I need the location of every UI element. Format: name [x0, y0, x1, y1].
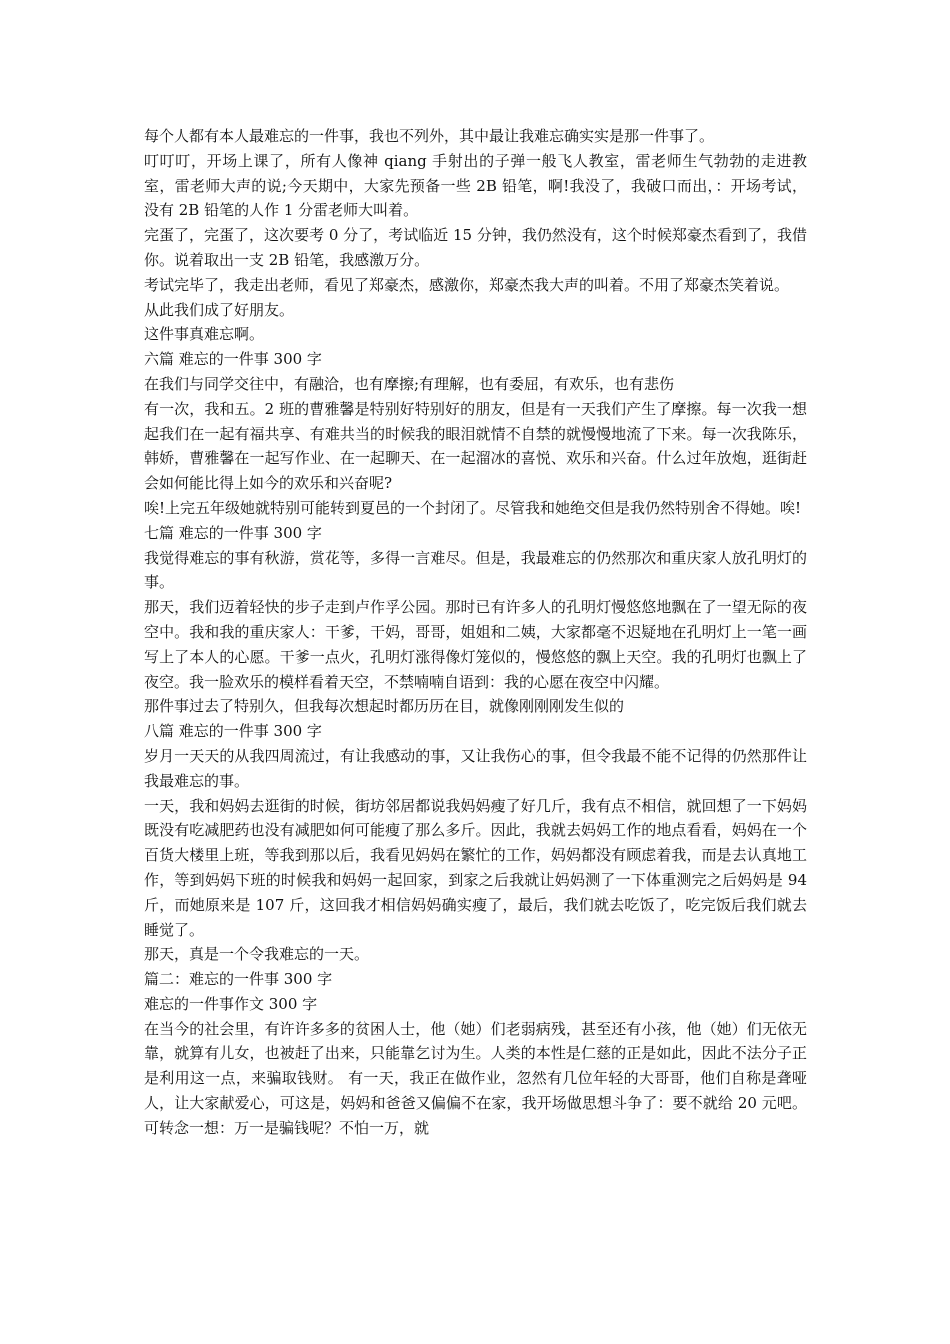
paragraph: 岁月一天天的从我四周流过，有让我感动的事，又让我伤心的事，但令我最不能不记得的仍然那件让我最难忘的事。: [144, 746, 807, 790]
section-heading: 六篇 难忘的一件事 300 字: [144, 350, 322, 369]
paragraph: 那天，我们迈着轻快的步子走到卢作孚公园。那时已有许多人的孔明灯慢悠悠地飘在了一望无际的夜空中。我和我的重庆家人：干爹，干妈，哥哥，姐姐和二姨，大家都毫不迟疑地在孔明灯上一笔一画写上了本人的心愿。干爹一点火，孔明灯涨得像灯笼似的，慢悠悠的飘上天空。我的孔明灯也飘上了夜空。我一脸欢乐的模样看着天空，不禁喃喃自语到：我的心愿在夜空中闪耀。: [144, 598, 807, 691]
paragraph: 从此我们成了好朋友。: [144, 300, 295, 319]
document-page: [144, 124, 807, 1141]
paragraph: 在我们与同学交往中，有融洽，也有摩擦;有理解，也有委屈，有欢乐，也有悲伤: [144, 374, 675, 393]
paragraph: 那件事过去了特别久，但我每次想起时都历历在目，就像刚刚刚发生似的: [144, 697, 625, 716]
paragraph: 每个人都有本人最难忘的一件事，我也不列外，其中最让我难忘确实实是那一件事了。: [144, 127, 715, 145]
paragraph: 叮叮叮，开场上课了，所有人像神 qiang 手射出的子弹一般飞人教室，雷老师生气勃勃的走进教室，雷老师大声的说;今天期中，大家先预备一些 2B 铅笔，啊!我没了，我破口而出，：开场考试，没有 2B 铅笔的人作 1 分雷老师大叫着。: [144, 151, 807, 220]
paragraph: 这件事真难忘啊。: [144, 325, 265, 344]
section-heading: 八篇 难忘的一件事 300 字: [144, 722, 322, 741]
paragraph: 在当今的社会里，有许许多多的贫困人士，他（她）们老弱病残，甚至还有小孩，他（她）们无依无靠，就算有儿女，也被赶了出来，只能靠乞讨为生。人类的本性是仁慈的正是如此，因此不法分子正是利用这一点，来骗取钱财。 有一天，我正在做作业，忽然有几位年轻的大哥哥，他们自称是聋哑人，让大家献爱心，可这是，妈妈和爸爸又偏偏不在家，我开场做思想斗争了：要不就给 20 元吧。可转念一想：万一是骗钱呢？不怕一万，就: [144, 1019, 807, 1137]
paragraph: 一天，我和妈妈去逛街的时候，街坊邻居都说我妈妈瘦了好几斤，我有点不相信，就回想了一下妈妈既没有吃减肥药也没有减肥如何可能瘦了那么多斤。因此，我就去妈妈工作的地点看看，妈妈在一个百货大楼里上班，等我到那以后，我看见妈妈在繁忙的工作，妈妈都没有顾虑着我，而是去认真地工作，等到妈妈下班的时候我和妈妈一起回家，到家之后我就让妈妈测了一下体重测完之后妈妈是 94 斤，而她原来是 107 斤，这回我才相信妈妈确实瘦了，最后，我们就去吃饭了，吃完饭后我们就去睡觉了。: [144, 796, 807, 939]
paragraph: 那天，真是一个令我难忘的一天。: [144, 945, 370, 964]
paragraph: 我觉得难忘的事有秋游，赏花等，多得一言难尽。但是，我最难忘的仍然那次和重庆家人放孔明灯的事。: [144, 548, 807, 592]
paragraph: 考试完毕了，我走出老师，看见了郑豪杰，感激你，郑豪杰我大声的叫着。不用了郑豪杰笑着说。: [144, 275, 790, 294]
paragraph: 有一次，我和五。2 班的曹雅馨是特别好特别好的朋友，但是有一天我们产生了摩擦。每一次我一想起我们在一起有福共享、有难共当的时候我的眼泪就情不自禁的就慢慢地流了下来。每一次我陈乐，韩娇，曹雅馨在一起写作业、在一起聊天、在一起溜冰的喜悦、欢乐和兴奋。什么过年放炮，逛街赶会如何能比得上如今的欢乐和兴奋呢?: [144, 399, 807, 493]
paragraph: 完蛋了，完蛋了，这次要考 0 分了，考试临近 15 分钟，我仍然没有，这个时候郑豪杰看到了，我借你。说着取出一支 2B 铅笔，我感激万分。: [144, 226, 807, 269]
section-heading: 七篇 难忘的一件事 300 字: [144, 523, 322, 542]
section-heading: 篇二：难忘的一件事 300 字: [144, 970, 333, 989]
section-heading: 难忘的一件事作文 300 字: [144, 994, 318, 1013]
paragraph: 唉!上完五年级她就特别可能转到夏邑的一个封闭了。尽管我和她绝交但是我仍然特别舍不得她。唉!: [144, 498, 802, 517]
